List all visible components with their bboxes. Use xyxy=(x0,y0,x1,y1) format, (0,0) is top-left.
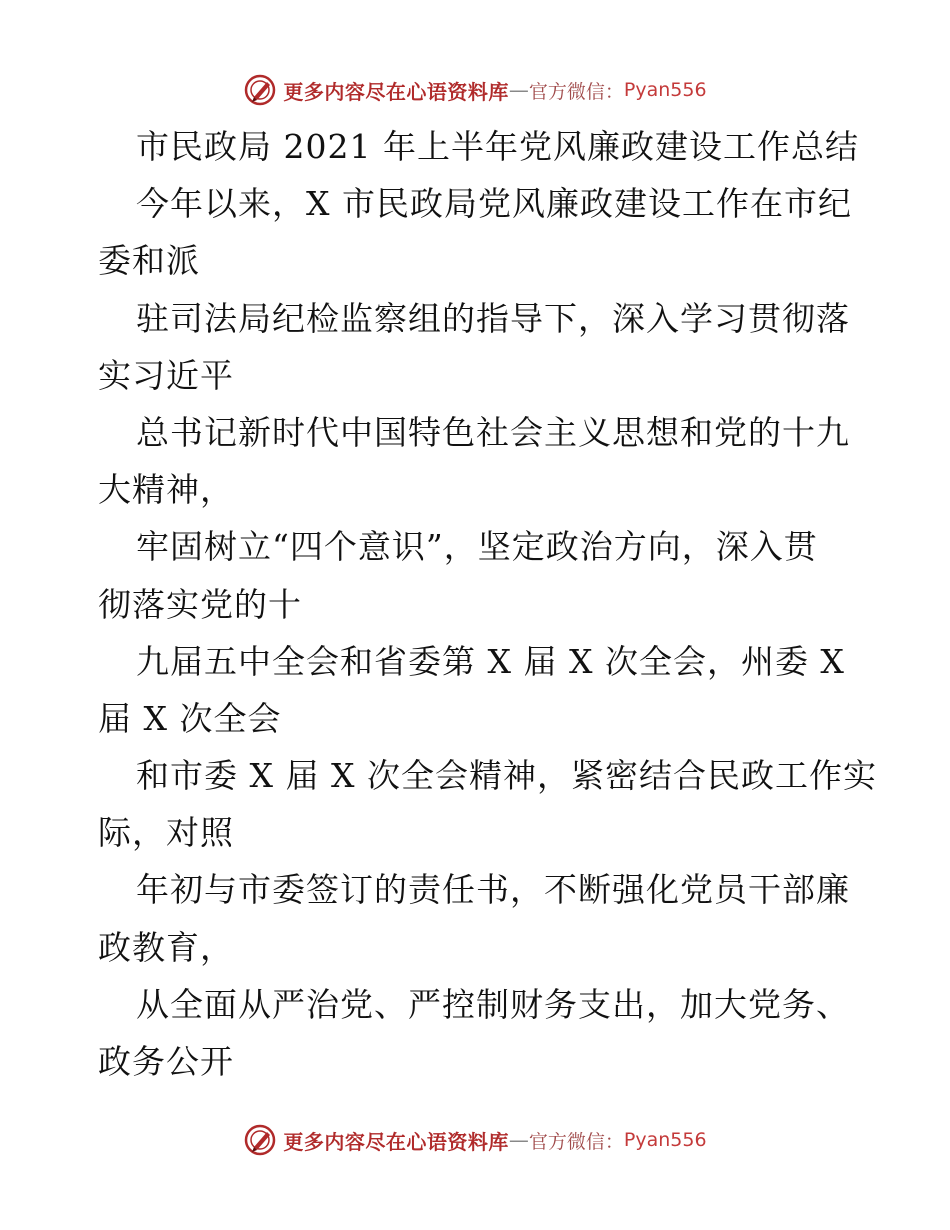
paragraph-line: 今年以来，X 市民政局党风廉政建设工作在市纪 xyxy=(136,184,852,224)
paragraph-line: 九届五中全会和省委第 X 届 X 次全会，州委 X xyxy=(136,641,845,681)
paragraph-line: 政教育， xyxy=(98,927,234,967)
paragraph-line: 和市委 X 届 X 次全会精神，紧密结合民政工作实 xyxy=(136,756,877,796)
banner-main-text: 更多内容尽在心语资料库 xyxy=(283,1129,509,1154)
banner-main-text: 更多内容尽在心语资料库 xyxy=(283,79,509,104)
banner-dash: — xyxy=(508,1128,529,1152)
paragraph-line: 大精神， xyxy=(98,470,234,510)
banner-sub-text: 官方微信： xyxy=(528,1130,624,1153)
pen-logo-icon xyxy=(243,1123,277,1157)
document-body xyxy=(98,118,877,1090)
paragraph-line: 际，对照 xyxy=(98,813,234,853)
banner-wechat-id: Pyan556 xyxy=(623,79,707,101)
paragraph-line: 牢固树立“四个意识”，坚定政治方向，深入贯 xyxy=(136,527,818,567)
paragraph-line: 总书记新时代中国特色社会主义思想和党的十九 xyxy=(136,412,850,452)
pen-logo-icon xyxy=(243,73,277,107)
paragraph-line: 政务公开 xyxy=(98,1042,234,1081)
banner-wechat-id: Pyan556 xyxy=(623,1129,707,1151)
banner-sub-text: 官方微信： xyxy=(528,80,624,103)
paragraph-line: 委和派 xyxy=(98,241,200,281)
paragraph-line: 驻司法局纪检监察组的指导下，深入学习贯彻落 xyxy=(136,298,850,338)
watermark-banner-top xyxy=(0,70,950,110)
paragraph-line: 实习近平 xyxy=(98,355,234,395)
document-title: 市民政局 2021 年上半年党风廉政建设工作总结 xyxy=(136,127,859,166)
watermark-banner-bottom xyxy=(0,1120,950,1160)
paragraph-line: 彻落实党的十 xyxy=(98,584,302,624)
paragraph-line: 从全面从严治党、严控制财务支出，加大党务、 xyxy=(136,984,850,1024)
paragraph-line: 年初与市委签订的责任书，不断强化党员干部廉 xyxy=(136,870,850,910)
banner-dash: — xyxy=(508,78,529,102)
paragraph-line: 届 X 次全会 xyxy=(98,698,282,738)
